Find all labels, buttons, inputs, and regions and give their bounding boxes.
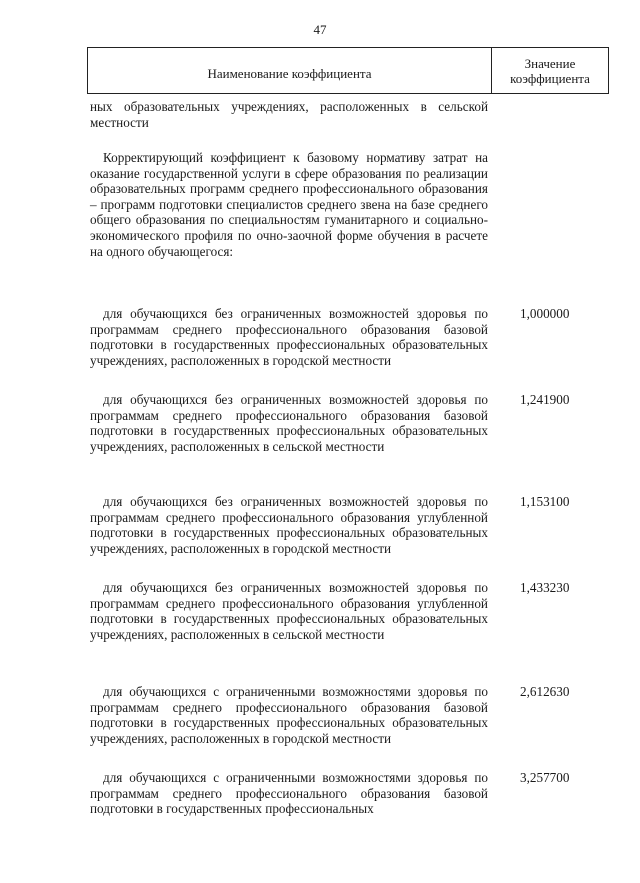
table-header (87, 47, 609, 94)
table-row-text: для обучающихся без ограниченных возможностей здоровья по программам среднего профессионального образования углубленной подготовки в государственных профессиональных образовательных учреждениях, расположенных в городской местности (90, 494, 488, 556)
coefficient-name-column-header: Наименование коэффициента (88, 48, 492, 93)
page-number: 47 (313, 22, 327, 37)
coefficient-value: 1,433230 (520, 580, 570, 595)
table-row-text: для обучающихся с ограниченными возможностями здоровья по программам среднего профессионального образования базовой подготовки в государственных профессиональных образовательных учреждениях, расположенных в городской местности (90, 684, 488, 746)
coefficient-value: 1,000000 (520, 306, 570, 321)
coefficient-value: 1,153100 (520, 494, 570, 509)
coefficient-value-column-header (492, 48, 608, 93)
coefficient-value: 2,612630 (520, 684, 570, 699)
coefficient-value: 1,241900 (520, 392, 570, 407)
table-row-text: для обучающихся с ограниченными возможностями здоровья по программам среднего профессионального образования базовой подготовки в государственных профессиональных (90, 770, 488, 817)
value-header-line2: коэффициента (510, 70, 590, 86)
coefficient-value: 3,257700 (520, 770, 570, 785)
table-row-text: для обучающихся без ограниченных возможностей здоровья по программам среднего профессионального образования базовой подготовки в государственных профессиональных образовательных учреждениях, расположенных в городской местности (90, 306, 488, 368)
continuation-text: ных образовательных учреждениях, расположенных в сельской местности (90, 99, 488, 130)
table-row-text: для обучающихся без ограниченных возможностей здоровья по программам среднего профессионального образования базовой подготовки в государственных профессиональных образовательных учреждениях, расположенных в сельской местности (90, 392, 488, 454)
value-header-line1: Значение (524, 55, 576, 71)
intro-paragraph: Корректирующий коэффициент к базовому нормативу затрат на оказание государственной услуги в сфере образования по реализации образовательных программ среднего профессионального образования – программ подготовки специалистов среднего звена на базе среднего общего образования по специальностям гуманитарного и социально-экономического профиля по очно-заочной форме обучения в расчете на одного обучающегося: (90, 150, 488, 259)
table-row-text: для обучающихся без ограниченных возможностей здоровья по программам среднего профессионального образования углубленной подготовки в государственных профессиональных образовательных учреждениях, расположенных в сельской местности (90, 580, 488, 642)
